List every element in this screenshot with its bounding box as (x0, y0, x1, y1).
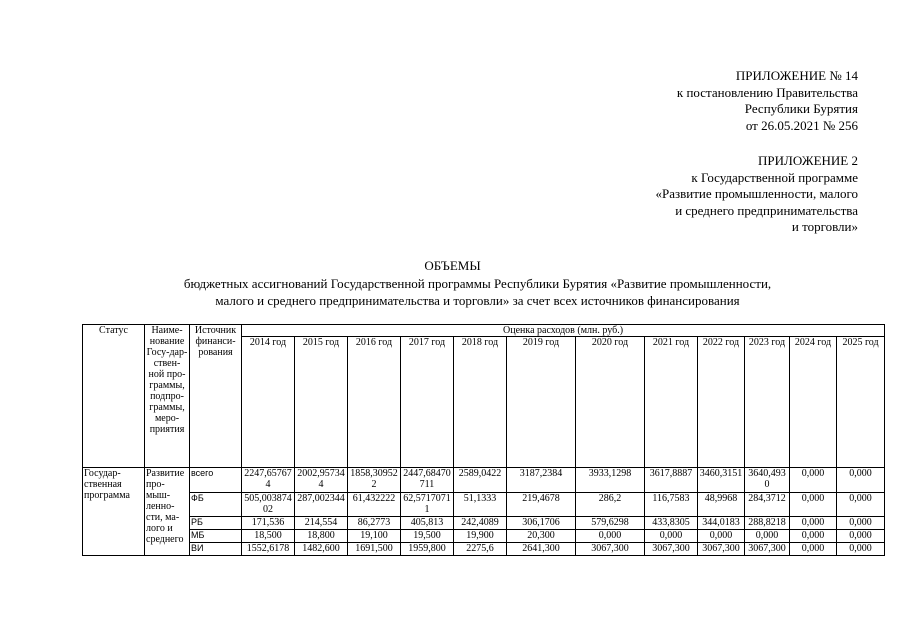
table-body (83, 468, 885, 556)
value-cell: 19,500 (401, 530, 454, 543)
header-year: 2025 год (837, 337, 885, 468)
header-year: 2020 год (576, 337, 645, 468)
value-cell: 3187,2384 (507, 468, 576, 493)
value-cell: 1691,500 (348, 543, 401, 556)
value-cell: 344,0183 (698, 517, 745, 530)
value-cell: 242,4089 (454, 517, 507, 530)
value-cell: 2247,657674 (242, 468, 295, 493)
status-cell: Государ-ственная программа (83, 468, 145, 556)
header-status: Статус (83, 325, 145, 468)
value-cell: 2589,0422 (454, 468, 507, 493)
value-cell: 0,000 (698, 530, 745, 543)
document-subtitle (110, 275, 845, 309)
value-cell: 62,57170711 (401, 493, 454, 517)
value-cell: 0,000 (576, 530, 645, 543)
value-cell: 19,900 (454, 530, 507, 543)
value-cell: 3460,3151 (698, 468, 745, 493)
table-row (83, 530, 885, 543)
header-year: 2015 год (295, 337, 348, 468)
document-title: ОБЪЕМЫ (424, 258, 481, 273)
value-cell: 2002,957344 (295, 468, 348, 493)
value-cell: 1858,309522 (348, 468, 401, 493)
value-cell: 20,300 (507, 530, 576, 543)
approval-block-1 (677, 68, 858, 134)
value-cell: 61,432222 (348, 493, 401, 517)
value-cell: 3933,1298 (576, 468, 645, 493)
value-cell: 0,000 (790, 493, 837, 517)
approval-1-line2: к постановлению Правительства (676, 84, 858, 100)
header-year: 2014 год (242, 337, 295, 468)
value-cell: 0,000 (790, 517, 837, 530)
value-cell: 579,6298 (576, 517, 645, 530)
funding-source-cell: всего (190, 468, 242, 493)
table-row (83, 493, 885, 517)
value-cell: 433,8305 (645, 517, 698, 530)
value-cell: 0,000 (645, 530, 698, 543)
approval-2-line2: к Государственной программе (691, 169, 858, 185)
value-cell: 0,000 (837, 543, 885, 556)
value-cell: 0,000 (745, 530, 790, 543)
header-expense-estimate: Оценка расходов (млн. руб.) (242, 325, 885, 337)
value-cell: 2641,300 (507, 543, 576, 556)
value-cell: 0,000 (837, 493, 885, 517)
value-cell: 288,8218 (745, 517, 790, 530)
table-row (83, 468, 885, 493)
header-year: 2022 год (698, 337, 745, 468)
value-cell: 219,4678 (507, 493, 576, 517)
value-cell: 3067,300 (745, 543, 790, 556)
value-cell: 171,536 (242, 517, 295, 530)
value-cell: 18,800 (295, 530, 348, 543)
value-cell: 48,9968 (698, 493, 745, 517)
value-cell: 287,002344 (295, 493, 348, 517)
value-cell: 86,2773 (348, 517, 401, 530)
value-cell: 1959,800 (401, 543, 454, 556)
table-row (83, 543, 885, 556)
value-cell: 0,000 (837, 517, 885, 530)
value-cell: 3067,300 (576, 543, 645, 556)
approval-2-line1: ПРИЛОЖЕНИЕ 2 (758, 153, 858, 168)
program-name-cell: Развитие про-мыш-ленно-сти, ма-лого и среднего (145, 468, 190, 556)
value-cell: 0,000 (837, 530, 885, 543)
value-cell: 51,1333 (454, 493, 507, 517)
value-cell: 505,00387402 (242, 493, 295, 517)
funding-source-cell: ФБ (190, 493, 242, 517)
approval-1-line4: от 26.05.2021 № 256 (745, 117, 858, 133)
header-year: 2024 год (790, 337, 837, 468)
value-cell: 284,3712 (745, 493, 790, 517)
value-cell: 1552,6178 (242, 543, 295, 556)
header-year: 2018 год (454, 337, 507, 468)
value-cell: 0,000 (790, 468, 837, 493)
subtitle-line-1: бюджетных ассигнований Государственной программы Республики Бурятия «Развитие промышленности, (183, 276, 772, 291)
value-cell: 3617,8887 (645, 468, 698, 493)
funding-source-cell: ВИ (190, 543, 242, 556)
header-year: 2019 год (507, 337, 576, 468)
value-cell: 3067,300 (698, 543, 745, 556)
header-year: 2017 год (401, 337, 454, 468)
header-funding-source: Источник финанси-рования (190, 325, 242, 468)
budget-table (82, 324, 885, 556)
header-year: 2016 год (348, 337, 401, 468)
value-cell: 19,100 (348, 530, 401, 543)
value-cell: 214,554 (295, 517, 348, 530)
approval-2-line5: и торговли» (791, 219, 858, 234)
value-cell: 116,7583 (645, 493, 698, 517)
value-cell: 306,1706 (507, 517, 576, 530)
approval-1-line1: ПРИЛОЖЕНИЕ № 14 (735, 68, 858, 83)
value-cell: 2275,6 (454, 543, 507, 556)
table-row (83, 517, 885, 530)
value-cell: 405,813 (401, 517, 454, 530)
funding-source-cell: РБ (190, 517, 242, 530)
approval-2-line3: «Развитие промышленности, малого (655, 186, 858, 201)
value-cell: 3640,4930 (745, 468, 790, 493)
value-cell: 0,000 (837, 468, 885, 493)
approval-2-line4: и среднего предпринимательства (675, 202, 858, 218)
approval-block-2 (656, 153, 859, 236)
header-year: 2023 год (745, 337, 790, 468)
value-cell: 3067,300 (645, 543, 698, 556)
value-cell: 18,500 (242, 530, 295, 543)
value-cell: 2447,68470711 (401, 468, 454, 493)
value-cell: 0,000 (790, 543, 837, 556)
header-program-name: Наиме-нование Госу-дар-ствен-ной про-граммы, подпро-граммы, меро-приятия (145, 325, 190, 468)
funding-source-cell: МБ (190, 530, 242, 543)
subtitle-line-2: малого и среднего предпринимательства и торговли» за счет всех источников финансирования (215, 293, 740, 308)
header-year: 2021 год (645, 337, 698, 468)
value-cell: 286,2 (576, 493, 645, 517)
value-cell: 0,000 (790, 530, 837, 543)
value-cell: 1482,600 (295, 543, 348, 556)
approval-1-line3: Республики Бурятия (744, 101, 858, 116)
